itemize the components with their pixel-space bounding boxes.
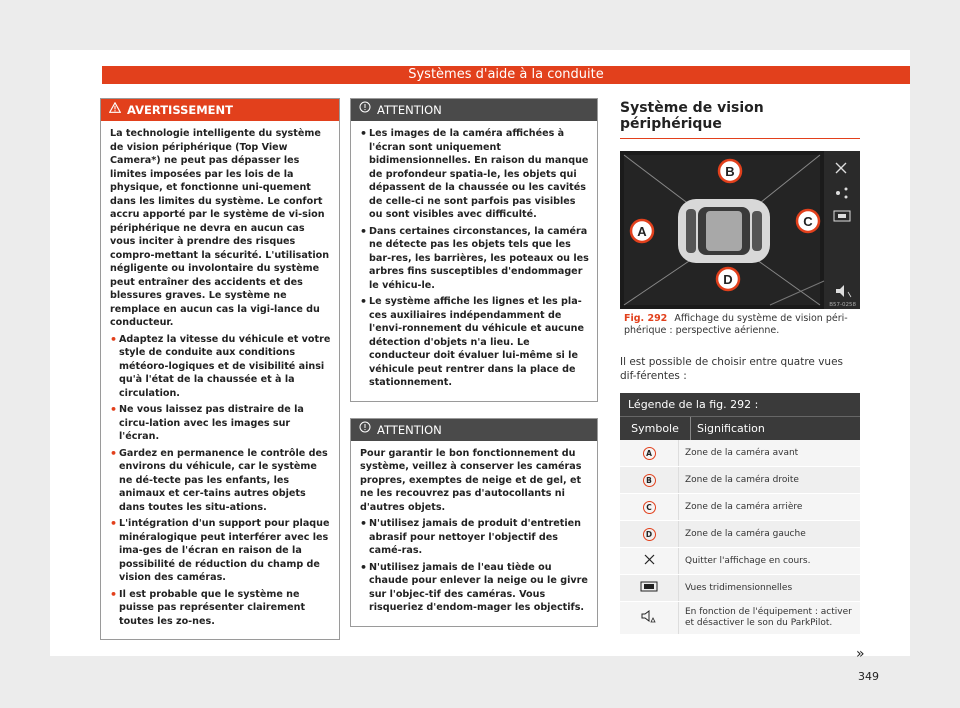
legend-row bbox=[620, 575, 860, 602]
legend-header-row bbox=[620, 416, 860, 440]
legend-symbol: C bbox=[643, 501, 656, 514]
warning-triangle-icon bbox=[109, 99, 121, 121]
column-left bbox=[100, 98, 340, 640]
legend-symbol: B bbox=[643, 474, 656, 487]
legend-meaning: En fonction de l'équipement : activer et désactiver le son du ParkPilot. bbox=[685, 607, 852, 628]
legend-col-symbol: Symbole bbox=[620, 417, 691, 440]
legend-row bbox=[620, 548, 860, 575]
legend-symbol: D bbox=[643, 528, 656, 541]
manual-page bbox=[50, 50, 910, 683]
attention-intro: Pour garantir le bon fonctionnement du système, veillez à conserver les caméras propres, exemptes de neige et de gel, et ne les recouvrez pas d'autocollants ni d'autres objets. bbox=[360, 447, 582, 513]
figure-caption-text: Affichage du système de vision péri-phérique : perspective aérienne. bbox=[624, 313, 848, 336]
attention-header bbox=[351, 99, 597, 121]
figure-caption bbox=[620, 313, 860, 337]
legend-meaning: Vues tridimensionnelles bbox=[685, 582, 793, 593]
legend-meaning: Zone de la caméra arrière bbox=[685, 501, 803, 512]
label-b bbox=[719, 160, 741, 182]
page-number: 349 bbox=[858, 670, 879, 683]
legend-title: Légende de la fig. 292 : bbox=[620, 393, 860, 416]
attention-bullet: • Le système affiche les lignes et les pla-ces auxiliaires indépendamment de l'envi-ronnement du véhicule et aucune détection d'objets n'a lieu. Le conducteur doit évaluer lui-même si le véhicule peut rentrer dans la place de stationnement. bbox=[360, 295, 584, 388]
legend-row bbox=[620, 494, 860, 521]
attention-bullet: • Dans certaines circonstances, la caméra ne détecte pas les objets tels que les bar-res, les barrières, les poteaux ou les arbres fins susceptibles d'endommager le véhicu-le. bbox=[360, 224, 589, 291]
warning-bullet: • Adaptez la vitesse du véhicule et votre style de conduite aux conditions météoro-logiques et de visibilité ainsi qu'à l'état de la chaussée et à la circulation. bbox=[110, 332, 331, 399]
column-right bbox=[620, 98, 860, 635]
speaker-icon bbox=[641, 610, 657, 626]
3d-view-icon bbox=[640, 581, 658, 595]
section-intro: Il est possible de choisir entre quatre vues dif-férentes : bbox=[620, 356, 844, 382]
legend-meaning: Zone de la caméra gauche bbox=[685, 528, 806, 539]
attention-bullet: • N'utilisez jamais de produit d'entretien abrasif pour nettoyer l'objectif des camé-ras. bbox=[360, 517, 581, 556]
svg-text:D: D bbox=[723, 272, 733, 287]
figure-top-view-camera bbox=[620, 151, 860, 309]
car-top-view bbox=[678, 199, 770, 263]
warning-bullet: • Gardez en permanence le contrôle des environs du véhicule, car le système ne dé-tecte pas les enfants, les animaux et cer-tains autres objets dans toutes les situ-ations. bbox=[110, 446, 328, 513]
legend-col-meaning: Signification bbox=[697, 422, 765, 435]
warning-bullet: • Ne vous laissez pas distraire de la circu-lation avec les images sur l'écran. bbox=[110, 403, 304, 442]
attention-box-1 bbox=[350, 98, 598, 402]
legend-meaning: Zone de la caméra avant bbox=[685, 447, 799, 458]
warning-intro: La technologie intelligente du système de vision périphérique (Top View Camera*) ne peut pas dépasser les limites imposées par les lois de la physique, et fonctionne uni-quement dans les limites du système. Le confort accru apporté par le système de vi-sion périphérique ne devra en aucun cas vous inciter à prendre des risques compro-mettant la sécurité. L'utilisation négligente ou involontaire du système peut entraîner des accidents et des blessures graves. Le système ne remplace en aucun cas la vigi-lance du conducteur. bbox=[110, 128, 330, 328]
legend-meaning: Quitter l'affichage en cours. bbox=[685, 555, 811, 566]
figure-number: Fig. 292 bbox=[624, 313, 668, 324]
attention-header bbox=[351, 419, 597, 441]
attention-title: ATTENTION bbox=[377, 422, 442, 437]
legend-row bbox=[620, 602, 860, 635]
warning-bullet: • Il est probable que le système ne puisse pas représenter clairement toutes les zo-nes. bbox=[110, 587, 306, 627]
legend-rows bbox=[620, 440, 860, 635]
attention-bullet: • Les images de la caméra affichées à l'écran sont uniquement bidimensionnelles. En raison du manque de profondeur spatia-le, les objets qui dépassent de la chaussée ou les cavités de celle-ci ne sont parfois pas visibles ou sont visibles avec difficulté. bbox=[360, 127, 589, 220]
attention-body bbox=[351, 441, 597, 626]
legend-table bbox=[620, 393, 860, 635]
svg-text:A: A bbox=[637, 224, 647, 239]
figure-code: B57-0258 bbox=[829, 302, 856, 308]
column-middle bbox=[350, 98, 598, 627]
legend-row bbox=[620, 521, 860, 548]
close-icon bbox=[644, 554, 655, 568]
continue-marker: » bbox=[856, 646, 865, 662]
legend-meaning: Zone de la caméra droite bbox=[685, 474, 799, 485]
label-c bbox=[797, 210, 819, 232]
legend-row bbox=[620, 440, 860, 467]
attention-title: ATTENTION bbox=[377, 103, 442, 117]
label-a bbox=[631, 220, 653, 242]
warning-body bbox=[101, 121, 339, 639]
attention-body bbox=[351, 121, 597, 401]
svg-text:C: C bbox=[803, 214, 813, 229]
attention-bullet: • N'utilisez jamais de l'eau tiède ou chaude pour enlever la neige ou le givre sur l'objec-tif des caméras. Vous risqueriez d'endom-mager les objectifs. bbox=[360, 560, 588, 613]
legend-row bbox=[620, 467, 860, 494]
svg-text:B: B bbox=[725, 164, 735, 179]
page-header: Systèmes d'aide à la conduite bbox=[102, 66, 910, 84]
warning-bullet: • L'intégration d'un support pour plaque minéralogique peut interférer avec les ima-ges de l'écran en raison de la possibilité de réduction du champ de vision des caméras. bbox=[110, 517, 330, 583]
warning-box bbox=[100, 98, 340, 640]
attention-box-2 bbox=[350, 418, 598, 627]
warning-header bbox=[101, 99, 339, 121]
top-view-illustration bbox=[620, 151, 860, 309]
label-d bbox=[717, 268, 739, 290]
warning-title: AVERTISSEMENT bbox=[127, 103, 234, 117]
info-circle-icon bbox=[359, 419, 371, 441]
legend-symbol: A bbox=[643, 447, 656, 460]
section-title: Système de vision périphérique bbox=[620, 100, 860, 139]
info-circle-icon bbox=[359, 99, 371, 121]
